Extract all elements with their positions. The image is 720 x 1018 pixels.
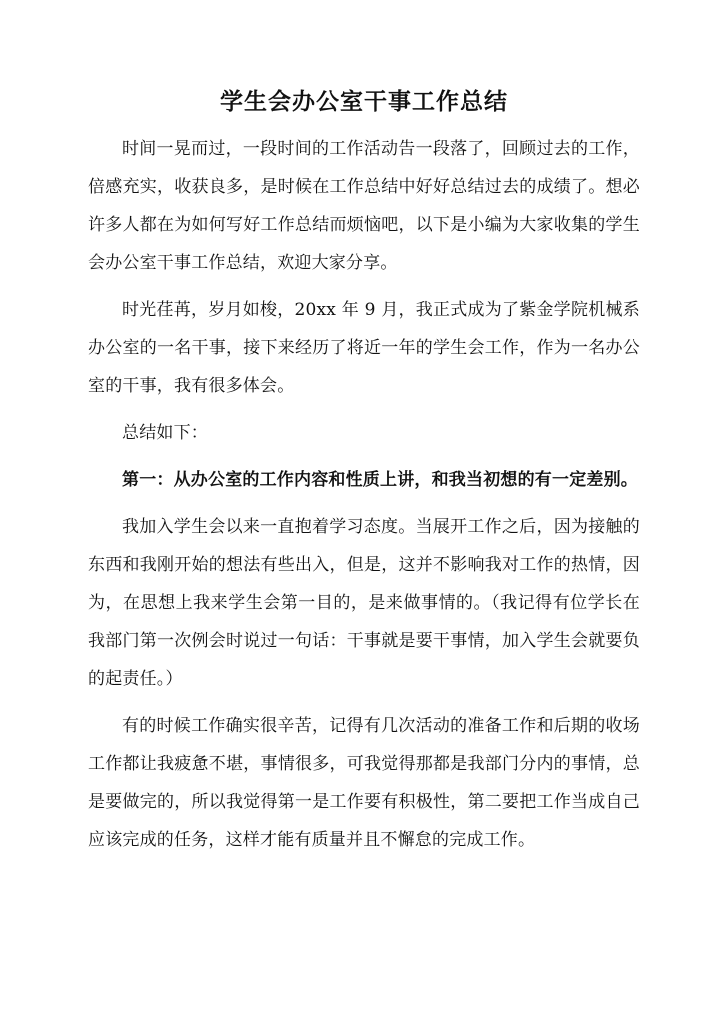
- page-title: 学生会办公室干事工作总结: [220, 88, 508, 115]
- document-page: [88, 84, 640, 868]
- paragraph-hard-work: 有的时候工作确实很辛苦，记得有几次活动的准备工作和后期的收场工作都让我疲惫不堪，事情很多，可我觉得那都是我部门分内的事情，总是要做完的，所以我觉得第一是工作要有积极性，第二要把工作当成自己应该完成的任务，这样才能有质量并且不懈怠的完成工作。: [88, 716, 640, 850]
- paragraph-intro: 时间一晃而过，一段时间的工作活动告一段落了，回顾过去的工作，倍感充实，收获良多，是时候在工作总结中好好总结过去的成绩了。想必许多人都在为如何写好工作总结而烦恼吧，以下是小编为大家收集的学生会办公室干事工作总结，欢迎大家分享。: [88, 139, 640, 273]
- paragraph-summary-lead: 总结如下：: [122, 423, 208, 443]
- paragraph-background: 时光荏苒，岁月如梭，20xx 年 9 月，我正式成为了紫金学院机械系办公室的一名干事，接下来经历了将近一年的学生会工作，作为一名办公室的干事，我有很多体会。: [88, 300, 640, 396]
- paragraph-attitude: 我加入学生会以来一直抱着学习态度。当展开工作之后，因为接触的东西和我刚开始的想法有些出入，但是，这并不影响我对工作的热情，因为，在思想上我来学生会第一目的，是来做事情的。（我记得有位学长在我部门第一次例会时说过一句话：干事就是要干事情，加入学生会就要负的起责任。）: [88, 517, 640, 689]
- section-heading-first: 第一：从办公室的工作内容和性质上讲，和我当初想的有一定差别。: [122, 470, 638, 490]
